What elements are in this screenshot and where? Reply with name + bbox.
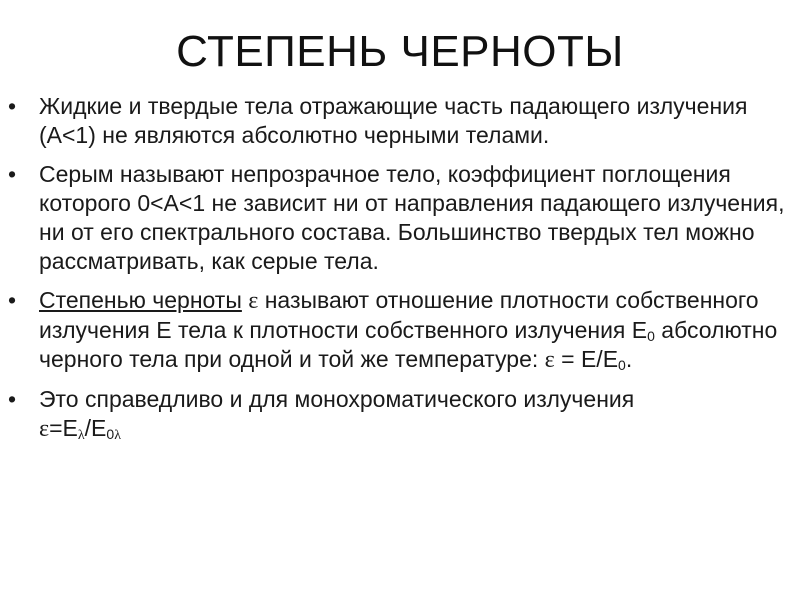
bullet-item-2 (6, 160, 796, 276)
formula-period: . (625, 346, 633, 372)
bullet-icon: • (8, 93, 17, 119)
defined-term: Степенью черноты (39, 287, 242, 313)
bullet-text: Серым называют непрозрачное тело, коэффициент поглощения которого 0<A<1 не зависит ни от направления падающего излучения, ни от его спектрального состава. Большинство твердых тел можно рассматривать, как серые тела. (39, 161, 785, 274)
formula-ratio: = E/E (554, 346, 619, 372)
bullet-icon: • (8, 287, 17, 313)
mono-formula-eq: =E (49, 415, 78, 441)
bullet-text: Жидкие и твердые тела отражающие часть падающего излучения (A<1) не являются абсолютно черными телами. (39, 93, 748, 148)
mono-formula-sub-zero-lambda (106, 426, 121, 442)
mono-formula-slash: /E (84, 415, 107, 441)
bullet-text-part-b: абсолютно черного тела при одной и той же температуре: (39, 317, 778, 372)
bullet-icon: • (8, 161, 17, 187)
formula-epsilon: ε (544, 347, 555, 373)
bullet-item-1 (6, 92, 796, 150)
formula-subscript-zero: 0 (618, 357, 626, 373)
bullet-item-3 (6, 286, 796, 375)
bullet-text: Это справедливо и для монохроматического излучения (39, 386, 635, 412)
mono-formula-sub-zero: 0 (106, 426, 115, 442)
bullet-text-part-a: называют отношение плотности собственного излучения E тела к плотности собственного излучения E (39, 287, 759, 343)
mono-formula-sub-lambda-2: λ (114, 428, 121, 443)
bullet-icon: • (8, 386, 17, 412)
bullet-item-4 (6, 385, 796, 444)
subscript-zero: 0 (647, 328, 655, 344)
bullet-list (6, 92, 796, 454)
slide-title: СТЕПЕНЬ ЧЕРНОТЫ (176, 27, 624, 76)
mono-formula-sub-lambda: λ (77, 428, 85, 443)
mono-formula-epsilon: ε (39, 416, 50, 442)
epsilon-symbol: ε (248, 288, 259, 314)
